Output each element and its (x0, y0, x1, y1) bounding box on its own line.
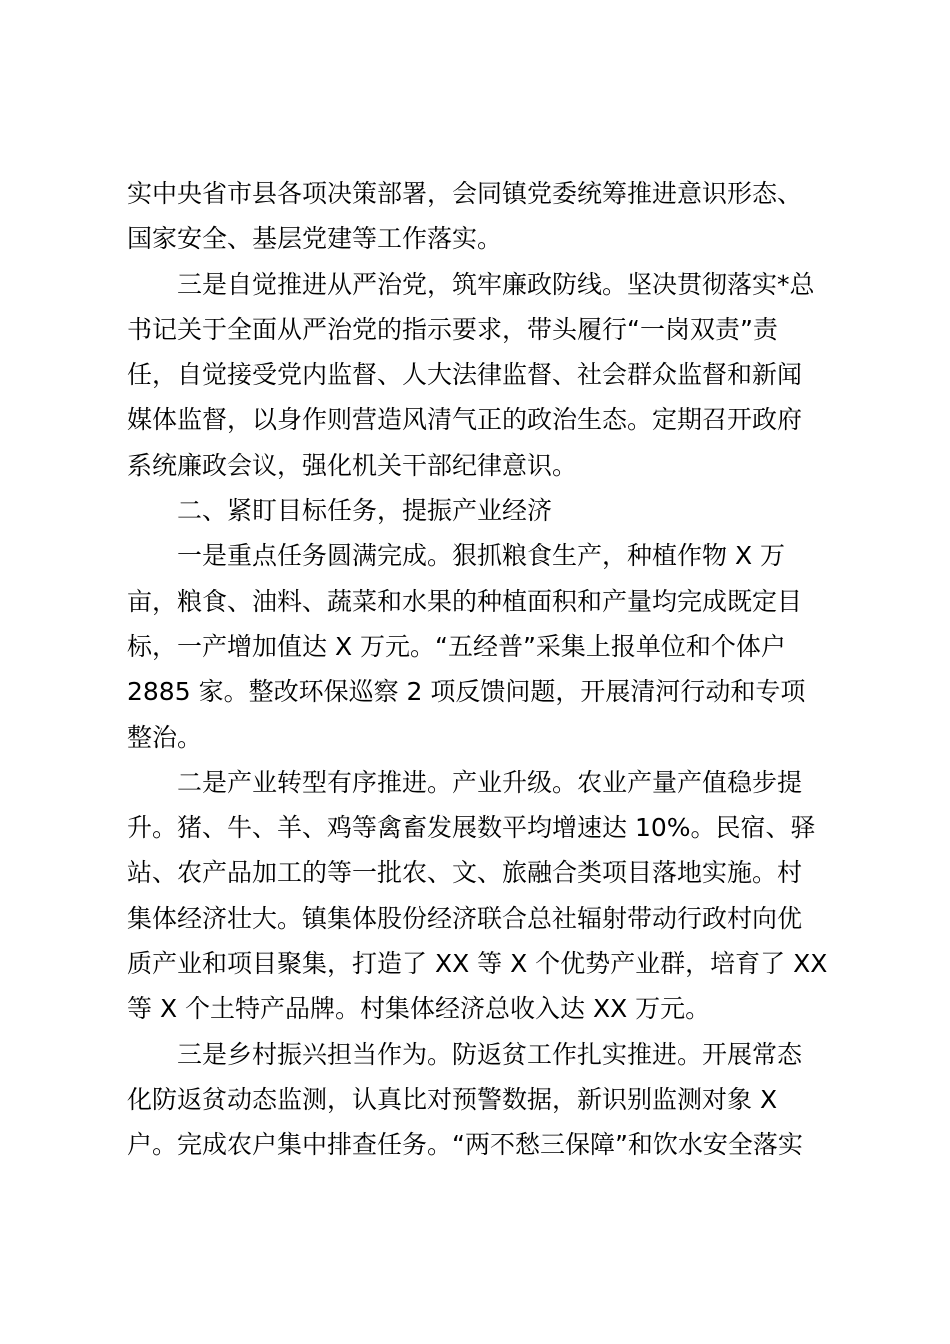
text-line: 任，自觉接受党内监督、人大法律监督、社会群众监督和新闻 (127, 360, 803, 390)
text-line: 书记关于全面从严治党的指示要求，带头履行“一岗双责”责 (127, 314, 778, 344)
text-line: 集体经济壮大。镇集体股份经济联合总社辐射带动行政村向优 (127, 903, 803, 933)
text-line: 站、农产品加工的等一批农、文、旅融合类项目落地实施。村 (127, 858, 803, 888)
text-line: 标，一产增加值达 X 万元。“五经普”采集上报单位和个体户 (127, 631, 786, 661)
text-line: 质产业和项目聚集，打造了 XX 等 X 个优势产业群，培育了 XX (127, 949, 828, 979)
text-line: 化防返贫动态监测，认真比对预警数据，新识别监测对象 X (127, 1084, 778, 1114)
text-line: 媒体监督，以身作则营造风清气正的政治生态。定期召开政府 (127, 405, 803, 435)
text-line: 等 X 个土特产品牌。村集体经济总收入达 XX 万元。 (127, 994, 711, 1024)
text-line: 国家安全、基层党建等工作落实。 (127, 224, 503, 254)
text-line: 户。完成农户集中排查任务。“两不愁三保障”和饮水安全落实 (127, 1130, 803, 1160)
text-line: 一是重点任务圆满完成。狠抓粮食生产，种植作物 X 万 (177, 541, 786, 571)
text-line: 二是产业转型有序推进。产业升级。农业产量产值稳步提 (177, 767, 803, 797)
text-line: 升。猪、牛、羊、鸡等禽畜发展数平均增速达 10%。民宿、驿 (127, 813, 816, 843)
document-body (127, 171, 833, 1168)
text-line: 二、紧盯目标任务，提振产业经济 (177, 496, 553, 526)
text-line: 亩，粮食、油料、蔬菜和水果的种植面积和产量均完成既定目 (127, 586, 803, 616)
text-line: 系统廉政会议，强化机关干部纪律意识。 (127, 450, 578, 480)
text-line: 三是自觉推进从严治党，筑牢廉政防线。坚决贯彻落实*总 (177, 269, 815, 299)
text-line: 整治。 (127, 722, 203, 752)
text-line: 三是乡村振兴担当作为。防返贫工作扎实推进。开展常态 (177, 1039, 803, 1069)
text-line: 2885 家。整改环保巡察 2 项反馈问题，开展清河行动和专项 (127, 677, 806, 707)
text-line: 实中央省市县各项决策部署，会同镇党委统筹推进意识形态、 (127, 179, 803, 208)
